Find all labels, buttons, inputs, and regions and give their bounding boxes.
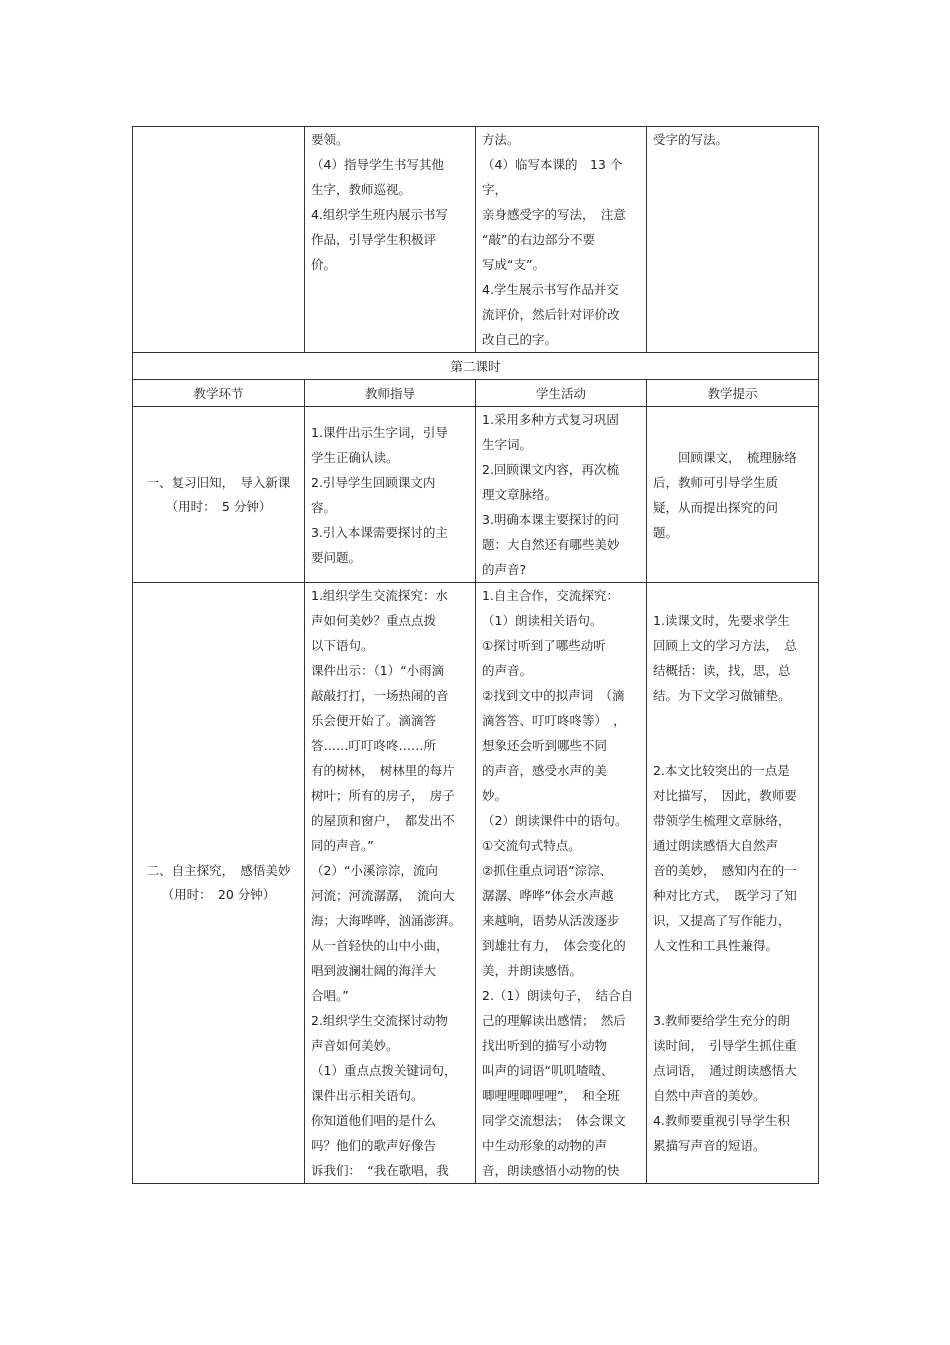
text-line: 潺潺、哗哗”体会水声越 [482,888,614,903]
explore-student-cell [476,583,647,1184]
text-line: 1.组织学生交流探究：水 [311,588,448,603]
text-line: （2）朗读课件中的语句。 [482,813,628,828]
review-teacher-cell [305,407,476,583]
text-line: 学生正确认读。 [311,449,399,465]
text-line: 1.采用多种方式复习巩固 [482,412,619,427]
text-line: 课件出示相关语句。 [311,1088,424,1103]
text-line: 种对比方式， 既学习了知 [653,888,797,903]
text-line: 理文章脉络。 [482,487,558,502]
text-line: 结。为下文学习做铺垫。 [653,688,791,703]
text-line: 合唱。” [311,988,349,1003]
text-line: 声如何美妙？重点点拨 [311,613,437,628]
stage-title: 二、自主探究， 感悟美妙 [146,863,291,878]
text-line: 的声音。 [482,663,533,678]
text-line: 2.回顾课文内容，再次梳 [482,462,619,477]
header-tips: 教学提示 [647,380,819,407]
text-line: （4）临写本课的 13 个字， [482,157,623,197]
text-line: 2.组织学生交流探讨动物 [311,1013,448,1028]
text-line: 3.明确本课主要探讨的问 [482,512,619,527]
review-tips-cell [647,407,819,583]
continuation-tips-cell [647,127,819,353]
text-line: 唱到波澜壮阔的海洋大 [311,963,437,978]
header-student: 学生活动 [476,380,647,407]
text-line: 唧哩哩唧哩哩”， 和全班 [482,1088,620,1103]
text-line: 后，教师可引导学生质 [653,474,779,490]
text-line: 4.学生展示书写作品并交 [482,282,619,297]
text-line: 流评价，然后针对评价改 [482,307,620,322]
text-line: 累描写声音的短语。 [653,1138,766,1153]
text-line: 海；大海哗哗，汹涌澎湃。 [311,913,462,928]
text-line: 改自己的字。 [482,332,558,347]
continuation-row [133,127,819,353]
text-line: （1）重点点拨关键词句， [311,1063,457,1078]
text-line: 音的美妙， 感知内在的一 [653,863,797,878]
text-line: 想象还会听到哪些不同 [482,738,608,753]
text-line: 要问题。 [311,549,362,565]
text-line: 以下语句。 [311,638,374,653]
explore-tips-cell [647,583,819,1184]
text-line: 4.组织学生班内展示书写 [311,207,448,222]
text-line: 识，又提高了写作能力， [653,913,791,928]
text-line: 1.课件出示生字词，引导 [311,424,448,440]
explore-teacher-cell [305,583,476,1184]
section-title-row [133,353,819,380]
text-line: 同的声音。” [311,838,374,853]
text-line: （4）指导学生书写其他 [311,157,444,172]
text-line: 3.教师要给学生充分的朗 [653,1013,790,1028]
text-line: 同学交流想法； 体会课文 [482,1113,626,1128]
section-title: 第二课时 [133,353,819,380]
text-line: 生字词。 [482,437,533,452]
text-line: 生字，教师巡视。 [311,182,412,197]
text-line: 3.引入本课需要探讨的主 [311,524,448,540]
text-line: 要领。 [311,132,349,147]
text-line: 的声音，感受水声的美 [482,763,608,778]
text-line: 诉我们： “我在歌唱，我 [311,1163,449,1178]
text-line: “敲”的右边部分不要 [482,232,595,247]
text-line: 题：大自然还有哪些美妙 [482,537,620,552]
text-line: 你知道他们唱的是什么 [311,1113,437,1128]
text-line: 河流；河流潺潺， 流向大 [311,888,455,903]
text-line: 找出听到的描写小动物 [482,1038,608,1053]
text-line: 的声音? [482,562,527,577]
text-line: 写成“支”。 [482,257,545,272]
text-line: ②找到文中的拟声词 （滴 [482,688,625,703]
text-line: 读时间， 引导学生抓住重 [653,1038,797,1053]
text-line: 妙。 [482,788,508,803]
text-line: 回顾上文的学习方法， 总 [653,638,797,653]
text-line: ②抓住重点词语“淙淙、 [482,863,613,878]
text-line: 受字的写法。 [653,132,729,147]
review-row [133,407,819,583]
explore-row [133,583,819,1184]
continuation-stage-cell [133,127,305,353]
header-row [133,380,819,407]
text-line: 中生动形象的动物的声 [482,1138,608,1153]
text-line: 到雄壮有力， 体会变化的 [482,938,626,953]
review-stage-cell [133,407,305,583]
text-line: 答……叮叮咚咚……所 [311,738,437,753]
continuation-student-cell [476,127,647,353]
text-line: 容。 [311,499,337,515]
text-line: 美，并朗读感悟。 [482,963,583,978]
text-line: 敲敲打打，一场热闹的音 [311,688,449,703]
text-line: 价。 [311,257,337,272]
text-line: 2.引导学生回顾课文内 [311,474,436,490]
text-line: 自然中声音的美妙。 [653,1088,766,1103]
text-line: 回顾课文， 梳理脉络 [678,449,797,465]
text-line: 从一首轻快的山中小曲， [311,938,449,953]
spacer [653,710,812,712]
text-line: 2.本文比较突出的一点是 [653,763,790,778]
text-line: 吗？他们的歌声好像告 [311,1138,437,1153]
text-line: 结概括：读，找，思，总 [653,663,791,678]
text-line: 带领学生梳理文章脉络， [653,813,791,828]
text-line: 疑，从而提出探究的问 [653,499,779,515]
header-teacher: 教师指导 [305,380,476,407]
text-line: 亲身感受字的写法， 注意 [482,207,626,222]
text-line: 2.（1）朗读句子， 结合自 [482,988,634,1003]
text-line: 有的树林， 树林里的每片 [311,763,455,778]
text-line: 人文性和工具性兼得。 [653,938,779,953]
text-line: 来越响，语势从活泼逐步 [482,913,620,928]
text-line: 作品，引导学生积极评 [311,232,437,247]
text-line: 点词语， 通过朗读感悟大 [653,1063,797,1078]
text-line: 树叶；所有的房子， 房子 [311,788,455,803]
text-line: 滴答答、叮叮咚咚等） ， [482,713,626,728]
text-line: 乐会便开始了。滴滴答 [311,713,437,728]
text-line: 1.读课文时，先要求学生 [653,613,790,628]
text-line: （2）“小溪淙淙，流向 [311,863,438,878]
text-line: 题。 [653,524,679,540]
explore-stage-cell [133,583,305,1184]
text-line: 1.自主合作，交流探究： [482,588,619,603]
text-line: 4.教师要重视引导学生积 [653,1113,790,1128]
stage-duration: （用时： 20 分钟） [161,887,276,902]
text-line: 对比描写， 因此，教师要 [653,788,797,803]
text-line: 己的理解读出感情； 然后 [482,1013,626,1028]
stage-duration: （用时： 5 分钟） [165,498,272,514]
text-line: ①交流句式特点。 [482,838,581,853]
stage-title: 一、复习旧知， 导入新课 [146,474,291,490]
text-line: （1）朗读相关语句。 [482,613,603,628]
text-line: 通过朗读感悟大自然声 [653,838,779,853]
text-line: ①探讨听到了哪些动听 [482,638,606,653]
lesson-plan-table [132,126,819,1184]
text-line: 叫声的词语“叽叽喳喳、 [482,1063,614,1078]
header-stage: 教学环节 [133,380,305,407]
text-line: 方法。 [482,132,520,147]
continuation-teacher-cell [305,127,476,353]
review-student-cell [476,407,647,583]
text-line: 的屋顶和窗户， 都发出不 [311,813,455,828]
text-line: 声音如何美妙。 [311,1038,399,1053]
text-line: 课件出示：（1）“小雨滴 [311,663,445,678]
text-line: 音，朗读感悟小动物的快 [482,1163,620,1178]
